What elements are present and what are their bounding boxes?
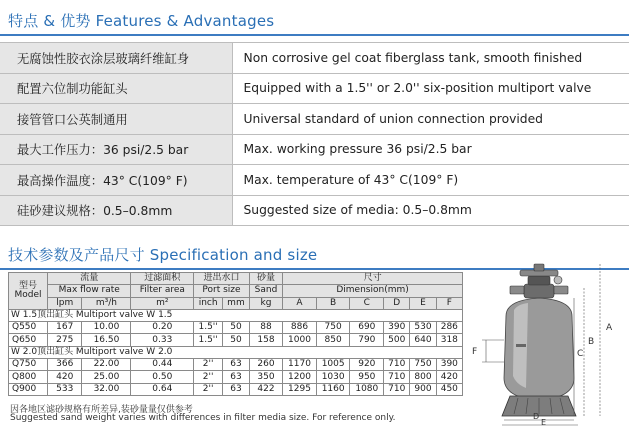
feature-en: Suggested size of media: 0.5–0.8mm [232, 195, 629, 226]
spec-cell: 2'' [194, 371, 223, 383]
feature-zh: 最大工作压力：36 psi/2.5 bar [0, 134, 232, 165]
spec-cell: 1.5'' [194, 334, 223, 346]
spec-cell: 1005 [316, 359, 350, 371]
spec-cell: 390 [436, 359, 462, 371]
spec-cell: 1170 [283, 359, 317, 371]
spec-cell: 886 [283, 322, 317, 334]
spec-cell: 63 [223, 383, 250, 395]
spec-cell: 0.44 [131, 359, 194, 371]
col-dim-en: Dimension(mm) [283, 285, 463, 297]
dim-d: D [384, 297, 410, 309]
unit-mm: mm [223, 297, 250, 309]
spec-cell: 167 [48, 322, 82, 334]
spec-cell: 1160 [316, 383, 350, 395]
table-row [9, 322, 463, 334]
model-cell: Q550 [9, 322, 48, 334]
spec-cell: 2'' [194, 359, 223, 371]
spec-cell: 16.50 [82, 334, 131, 346]
dim-b: B [316, 297, 350, 309]
table-row [9, 359, 463, 371]
spec-cell: 533 [48, 383, 82, 395]
spec-cell: 275 [48, 334, 82, 346]
note-en: Suggested sand weight varies with differences in filter media size. For reference only. [10, 413, 396, 423]
spec-cell: 420 [436, 371, 462, 383]
table-row [9, 334, 463, 346]
feature-en: Max. temperature of 43° C(109° F) [232, 165, 629, 196]
unit-kg: kg [249, 297, 282, 309]
col-flow-zh: 流量 [80, 273, 99, 284]
dim-c: C [350, 297, 384, 309]
spec-cell: 790 [350, 334, 384, 346]
spec-cell: 0.64 [131, 383, 194, 395]
filter-diagram [466, 258, 626, 428]
spec-cell: 920 [350, 359, 384, 371]
note-zh: 因各地区滤砂规格有所差异,装砂量量仅供参考 [10, 405, 193, 415]
spec-cell: 690 [350, 322, 384, 334]
spec-cell: 1295 [283, 383, 317, 395]
col-dim [283, 273, 463, 285]
unit-m3h: m³/h [82, 297, 131, 309]
spec-group-label: W 1.5顶出缸头 Multiport valve W 1.5 [9, 309, 463, 321]
col-sand-zh: 砂量 [256, 273, 275, 284]
spec-cell: 850 [316, 334, 350, 346]
spec-cell: 390 [384, 322, 410, 334]
spec-cell: 0.50 [131, 371, 194, 383]
model-cell: Q900 [9, 383, 48, 395]
spec-cell: 710 [384, 359, 410, 371]
dim-f: F [436, 297, 462, 309]
col-flow-en: Max flow rate [48, 285, 131, 297]
label-e: E [541, 418, 547, 427]
unit-lpm: lpm [48, 297, 82, 309]
spec-cell: 2'' [194, 383, 223, 395]
spec-cell: 1.5'' [194, 322, 223, 334]
feature-row [0, 134, 629, 165]
label-b: B [588, 337, 595, 347]
spec-cell: 800 [410, 371, 436, 383]
table-row [9, 371, 463, 383]
feature-row [0, 195, 629, 226]
spec-cell: 750 [410, 359, 436, 371]
spec-cell: 10.00 [82, 322, 131, 334]
col-port [194, 273, 250, 285]
spec-cell: 750 [316, 322, 350, 334]
spec-group-row [9, 309, 463, 321]
spec-cell: 1200 [283, 371, 317, 383]
spec-cell: 286 [436, 322, 462, 334]
feature-en: Max. working pressure 36 psi/2.5 bar [232, 134, 629, 165]
model-cell: Q650 [9, 334, 48, 346]
spec-cell: 25.00 [82, 371, 131, 383]
spec-cell: 50 [223, 322, 250, 334]
spec-cell: 900 [410, 383, 436, 395]
spec-cell: 158 [249, 334, 282, 346]
spec-cell: 0.33 [131, 334, 194, 346]
dim-a: A [283, 297, 317, 309]
spec-cell: 63 [223, 359, 250, 371]
col-filter [131, 273, 194, 285]
label-d: D [533, 412, 540, 421]
feature-zh: 最高操作温度：43° C(109° F) [0, 165, 232, 196]
col-port-zh: 进出水口 [203, 273, 240, 284]
feature-zh: 硅砂建议规格：0.5–0.8mm [0, 195, 232, 226]
spec-cell: 500 [384, 334, 410, 346]
col-dim-zh: 尺寸 [363, 273, 382, 284]
spec-cell: 366 [48, 359, 82, 371]
spec-cell: 88 [249, 322, 282, 334]
spec-group-label: W 2.0顶出缸头 Multiport valve W 2.0 [9, 346, 463, 358]
spec-cell: 318 [436, 334, 462, 346]
spec-cell: 420 [48, 371, 82, 383]
feature-zh: 接管管口公英制通用 [0, 104, 232, 135]
unit-m2: m² [131, 297, 194, 309]
col-model-zh: 型号 [19, 280, 38, 291]
col-filter-zh: 过滤面积 [144, 273, 181, 284]
table-row [9, 383, 463, 395]
tank-icon [504, 298, 574, 400]
feature-zh: 无腐蚀性胶衣涂层玻璃纤维缸身 [0, 43, 232, 74]
spec-cell: 350 [249, 371, 282, 383]
features-divider [0, 34, 629, 36]
spec-cell: 63 [223, 371, 250, 383]
spec-cell: 260 [249, 359, 282, 371]
col-flow [48, 273, 131, 285]
feature-row [0, 104, 629, 135]
col-model-en: Model [14, 289, 42, 300]
label-c: C [577, 349, 584, 359]
spec-title: 技术参数及产品尺寸 Specification and size [8, 246, 318, 264]
spec-cell: 640 [410, 334, 436, 346]
feature-en: Equipped with a 1.5'' or 2.0'' six-position multiport valve [232, 73, 629, 104]
spec-cell: 1030 [316, 371, 350, 383]
spec-table [8, 272, 463, 396]
col-model [9, 273, 48, 310]
feature-row [0, 165, 629, 196]
spec-cell: 950 [350, 371, 384, 383]
spec-cell: 22.00 [82, 359, 131, 371]
label-f: F [472, 347, 478, 357]
unit-inch: inch [194, 297, 223, 309]
spec-cell: 710 [384, 371, 410, 383]
features-title: 特点 & 优势 Features & Advantages [8, 12, 275, 30]
spec-cell: 422 [249, 383, 282, 395]
feature-row [0, 43, 629, 74]
label-a: A [606, 323, 613, 333]
feature-zh: 配置六位制功能缸头 [0, 73, 232, 104]
col-filter-en: Filter area [131, 285, 194, 297]
features-table [0, 42, 629, 226]
spec-cell: 32.00 [82, 383, 131, 395]
dim-e: E [410, 297, 436, 309]
spec-cell: 1000 [283, 334, 317, 346]
col-port-en: Port size [194, 285, 250, 297]
spec-cell: 450 [436, 383, 462, 395]
feature-en: Universal standard of union connection provided [232, 104, 629, 135]
multiport-valve-icon [510, 264, 568, 298]
col-sand [249, 273, 282, 285]
col-sand-en: Sand [249, 285, 282, 297]
spec-cell: 1080 [350, 383, 384, 395]
feature-en: Non corrosive gel coat fiberglass tank, smooth finished [232, 43, 629, 74]
model-cell: Q750 [9, 359, 48, 371]
spec-cell: 50 [223, 334, 250, 346]
model-cell: Q800 [9, 371, 48, 383]
spec-cell: 530 [410, 322, 436, 334]
spec-cell: 710 [384, 383, 410, 395]
spec-group-row [9, 346, 463, 358]
spec-cell: 0.20 [131, 322, 194, 334]
feature-row [0, 73, 629, 104]
